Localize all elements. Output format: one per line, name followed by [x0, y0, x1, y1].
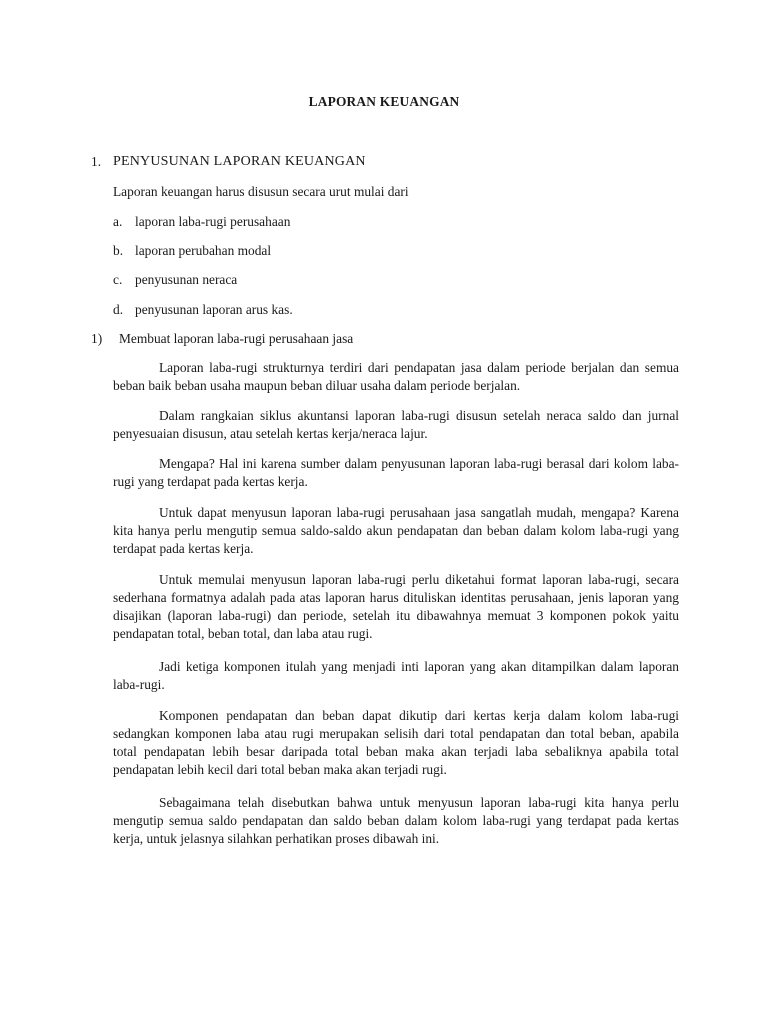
list-item-letter: b.: [113, 243, 124, 258]
list-item-text: laporan laba-rugi perusahaan: [135, 214, 291, 229]
list-item-letter: a.: [113, 214, 123, 229]
subsection-number: 1): [91, 331, 103, 346]
paragraph: Untuk dapat menyusun laporan laba-rugi perusahaan jasa sangatlah mudah, mengapa? Karena kita hanya perlu mengutip semua saldo-saldo akun pendapatan dan beban dalam kolom laba-rugi yang terdapat pada kertas kerja.: [113, 505, 679, 556]
subsection-heading: Membuat laporan laba-rugi perusahaan jasa: [119, 331, 354, 346]
list-item-letter: c.: [113, 272, 123, 287]
section-heading: PENYUSUNAN LAPORAN KEUANGAN: [113, 154, 366, 169]
paragraph: Dalam rangkaian siklus akuntansi laporan laba-rugi disusun setelah neraca saldo dan jurnal penyesuaian disusun, atau setelah kertas kerja/neraca lajur.: [113, 408, 679, 441]
paragraph: Komponen pendapatan dan beban dapat dikutip dari kertas kerja dalam kolom laba-rugi sedangkan komponen laba atau rugi merupakan selisih dari total pendapatan dan total beban, apabila total pendapatan lebih besar daripada total beban maka akan terjadi laba sebaliknya apabila total pendapatan lebih kecil dari total beban maka akan terjadi rugi.: [113, 708, 679, 777]
paragraph: Mengapa? Hal ini karena sumber dalam penyusunan laporan laba-rugi berasal dari kolom laba-rugi yang terdapat pada kertas kerja.: [113, 456, 679, 489]
section-intro: Laporan keuangan harus disusun secara urut mulai dari: [113, 184, 409, 199]
paragraph: Jadi ketiga komponen itulah yang menjadi inti laporan yang akan ditampilkan dalam laporan laba-rugi.: [113, 659, 679, 692]
list-item-text: penyusunan laporan arus kas.: [135, 302, 293, 317]
paragraph: Laporan laba-rugi strukturnya terdiri dari pendapatan jasa dalam periode berjalan dan semua beban baik beban usaha maupun beban diluar usaha dalam periode berjalan.: [113, 360, 679, 393]
list-item-letter: d.: [113, 302, 124, 317]
section-number: 1.: [91, 154, 102, 169]
paragraph: Sebagaimana telah disebutkan bahwa untuk menyusun laporan laba-rugi kita hanya perlu mengutip semua saldo pendapatan dan saldo beban dalam kolom laba-rugi yang terdapat pada kertas kerja, untuk jelasnya silahkan perhatikan proses dibawah ini.: [113, 795, 679, 846]
list-item-text: penyusunan neraca: [135, 272, 238, 287]
paragraph: Untuk memulai menyusun laporan laba-rugi perlu diketahui format laporan laba-rugi, secara sederhana formatnya adalah pada atas laporan harus dituliskan identitas perusahaan, jenis laporan yang disajikan (laporan laba-rugi) dan periode, setelah itu dibawahnya memuat 3 komponen pokok yaitu pendapatan total, beban total, dan laba atau rugi.: [113, 572, 679, 641]
document-title: LAPORAN KEUANGAN: [308, 94, 460, 109]
list-item-text: laporan perubahan modal: [135, 243, 272, 258]
